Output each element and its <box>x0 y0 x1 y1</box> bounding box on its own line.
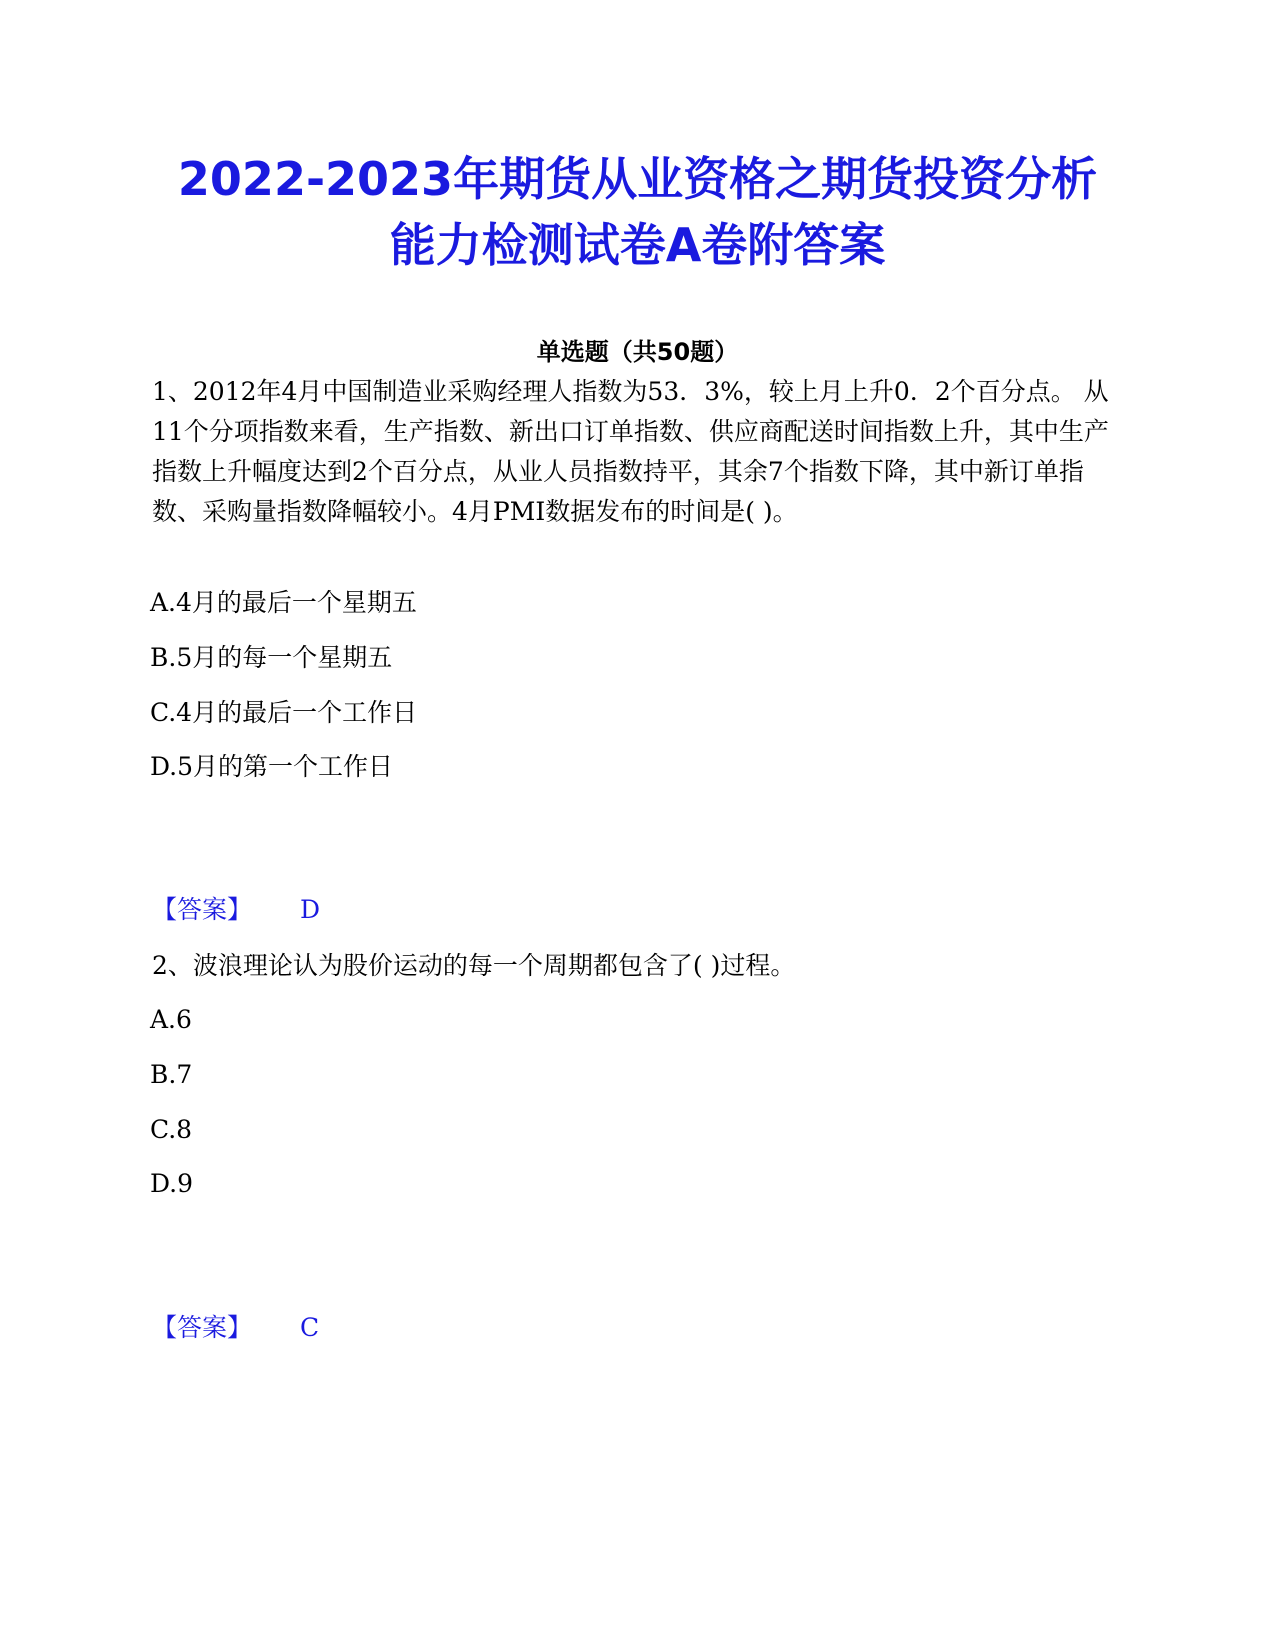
question-1-text: 1、2012年4月中国制造业采购经理人指数为53．3%，较上月上升0．2个百分点。 从11个分项指数来看，生产指数、新出口订单指数、供应商配送时间指数上升，其中生产指数上升幅度达到2个百分点，从业人员指数持平，其余7个指数下降，其中新订单指数、采购量指数降幅较小。4月PMI数据发布的时间是( )。 <box>152 377 1109 526</box>
question-1-answer <box>152 893 320 927</box>
question-2-option-d: D.9 <box>150 1169 194 1198</box>
question-2-answer <box>152 1311 319 1345</box>
question-2-text: 2、波浪理论认为股价运动的每一个周期都包含了( )过程。 <box>152 951 796 980</box>
question-1-option-c: C.4月的最后一个工作日 <box>150 698 418 727</box>
question-2-option-c: C.8 <box>150 1115 193 1144</box>
question-1-option-a: A.4月的最后一个星期五 <box>150 588 417 617</box>
document-title <box>0 146 1275 278</box>
question-2-option-a: A.6 <box>150 1005 192 1034</box>
question-1-option-d: D.5月的第一个工作日 <box>150 752 394 781</box>
document-title-line-1: 2022-2023年期货从业资格之期货投资分析 <box>177 152 1098 206</box>
document-title-line-2: 能力检测试卷A卷附答案 <box>389 218 886 272</box>
section-heading: 单选题（共50题） <box>536 338 739 366</box>
answer-value: C <box>300 1313 320 1342</box>
question-1-option-b: B.5月的每一个星期五 <box>150 643 393 672</box>
answer-value: D <box>300 895 321 924</box>
answer-label: 【答案】 <box>152 1313 253 1342</box>
answer-label: 【答案】 <box>152 895 253 924</box>
question-2-option-b: B.7 <box>150 1060 193 1089</box>
